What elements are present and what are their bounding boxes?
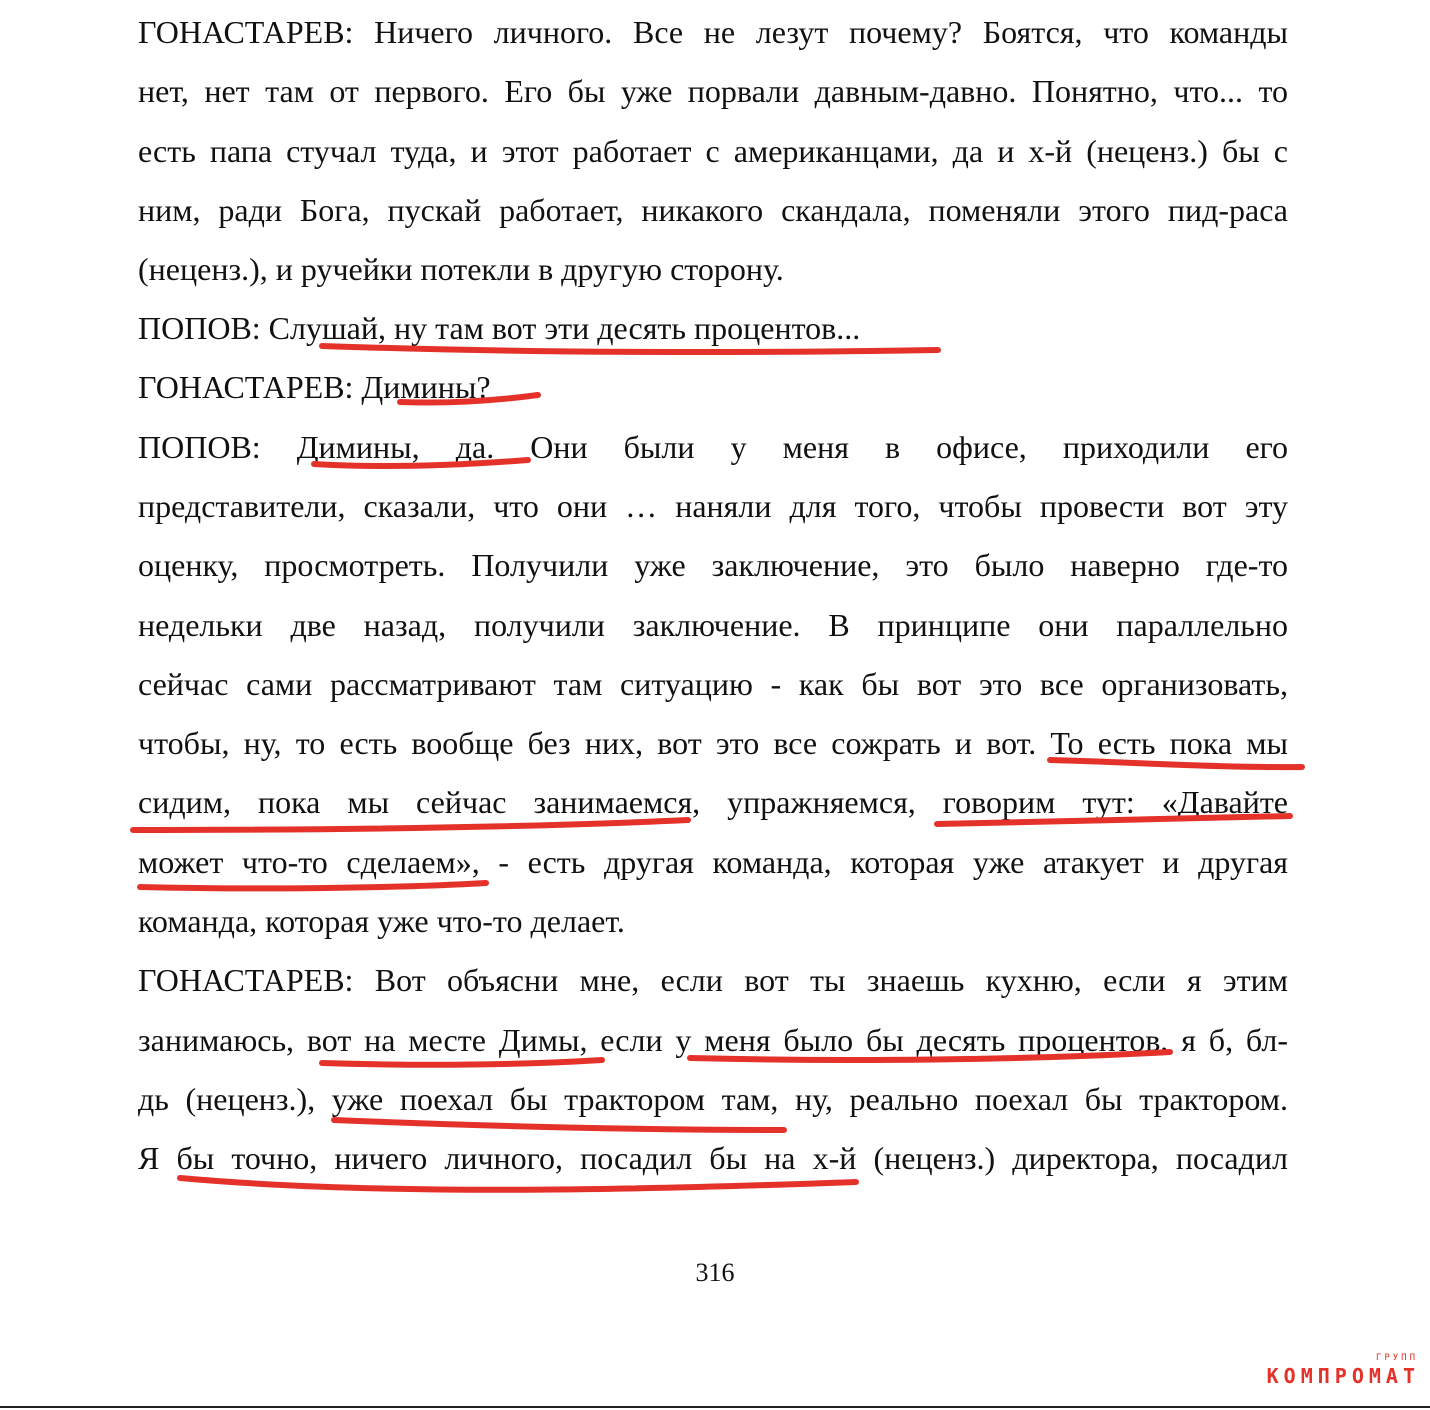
red-underline (180, 1178, 856, 1190)
text-line: представители, сказали, что они … наняли для того, чтобы провести вот эту (138, 488, 1288, 524)
text-line: недельки две назад, получили заключение. В принципе они параллельно (138, 607, 1288, 643)
text-line: дь (неценз.), уже поехал бы трактором там, ну, реально поехал бы трактором. (138, 1081, 1288, 1117)
text-line: нет, нет там от первого. Его бы уже порвали давным-давно. Понятно, что... то (138, 73, 1288, 109)
text-line: ПОПОВ: Слушай, ну там вот эти десять процентов... (138, 310, 861, 346)
text-line: ПОПОВ: Димины, да. Они были у меня в офисе, приходили его (138, 429, 1288, 465)
text-line: есть папа стучал туда, и этот работает с американцами, да и х-й (неценз.) бы с (138, 133, 1288, 169)
text-line: (неценз.), и ручейки потекли в другую сторону. (138, 251, 784, 287)
red-underline (140, 883, 486, 888)
logo-subtitle: ГРУПП (1375, 1353, 1418, 1363)
text-line: занимаюсь, вот на месте Димы, если у меня было бы десять процентов, я б, бл- (138, 1022, 1288, 1058)
text-line: оценку, просмотреть. Получили уже заключение, это было наверно где-то (138, 547, 1288, 583)
kompromat-logo: КОМПРОМАТ (1266, 1364, 1420, 1388)
text-line: сейчас сами рассматривают там ситуацию - как бы вот это все организовать, (138, 666, 1288, 702)
text-line: команда, которая уже что-то делает. (138, 903, 625, 939)
red-underline (322, 1060, 602, 1065)
text-line: ГОНАСТАРЕВ: Ничего личного. Все не лезут почему? Боятся, что команды (138, 14, 1288, 50)
text-line: ГОНАСТАРЕВ: Вот объясни мне, если вот ты знаешь кухню, если я этим (138, 962, 1288, 998)
bottom-divider (0, 1406, 1430, 1408)
text-line: ГОНАСТАРЕВ: Димины? (138, 369, 491, 405)
page-number: 316 (695, 1258, 735, 1287)
text-line: сидим, пока мы сейчас занимаемся, упражняемся, говорим тут: «Давайте (138, 784, 1288, 820)
red-underline (334, 1120, 784, 1130)
text-line: может что-то сделаем», - есть другая команда, которая уже атакует и другая (138, 844, 1288, 880)
text-line: чтобы, ну, то есть вообще без них, вот это все сожрать и вот. То есть пока мы (138, 725, 1288, 761)
text-line: Я бы точно, ничего личного, посадил бы на х-й (неценз.) директора, посадил (138, 1140, 1288, 1176)
text-line: ним, ради Бога, пускай работает, никакого скандала, поменяли этого пид-раса (138, 192, 1288, 228)
